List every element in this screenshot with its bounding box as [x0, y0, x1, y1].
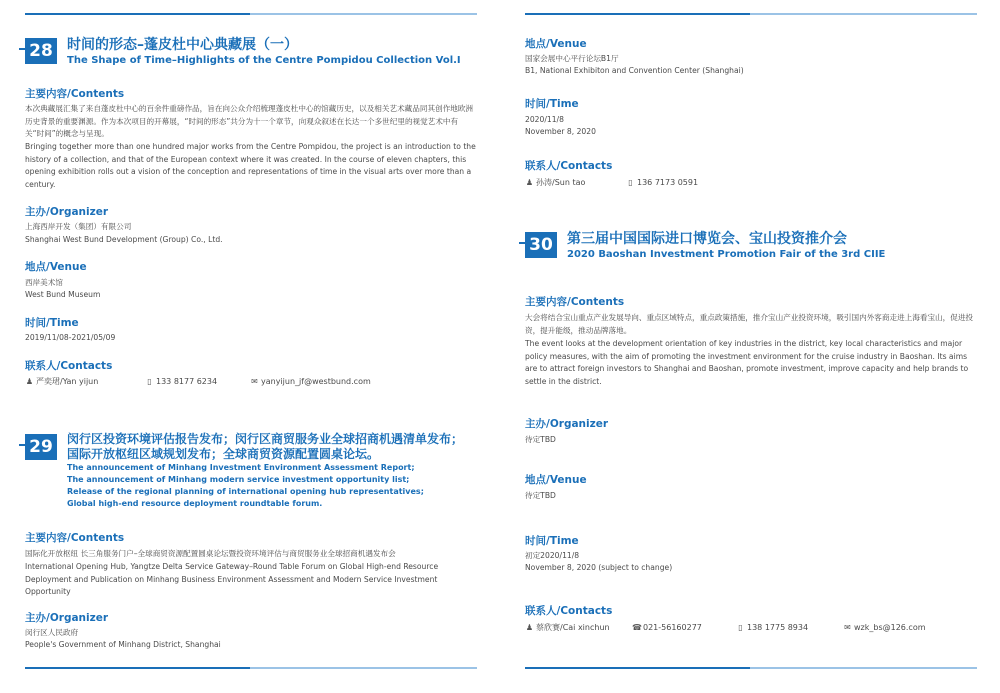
contacts-label: 联系人/Contacts	[25, 360, 113, 372]
left-column	[25, 0, 477, 693]
top-divider	[25, 13, 477, 15]
event-title-cn-line-1: 闵行区投资环境评估报告发布；闵行区商贸服务业全球招商机遇清单发布；	[67, 432, 464, 446]
event-number-badge: 28	[25, 38, 57, 64]
time-value-en: November 8, 2020	[525, 127, 596, 136]
event-title-cn-line-2: 国际开放枢纽区域规划发布；全球商贸资源配置圆桌论坛。	[67, 447, 380, 461]
organizer-cn: 闵行区人民政府	[25, 628, 79, 637]
event-title-cn: 时间的形态–蓬皮杜中心典藏展（一）	[67, 37, 298, 53]
event-title-en-line-2: The announcement of Minhang modern service investment opportunity list;	[67, 475, 410, 484]
time-label: 时间/Time	[525, 98, 579, 110]
person-icon: ♟	[525, 178, 534, 187]
contents-text-en: The event looks at the development orientation of key industries in the district, key local characteristics and major policy measures, with the aim of promoting the investment environment for the cruise industry in Baoshan. Its aims are to attract foreign investors to Shanghai and Baoshan, promote investment, improve capacity and help brands to settle in the district.	[525, 339, 969, 386]
organizer-en: People's Government of Minhang District, Shanghai	[25, 640, 221, 649]
organizer-label: 主办/Organizer	[525, 418, 609, 430]
top-divider	[525, 13, 977, 15]
contents-label: 主要内容/Contents	[25, 88, 125, 100]
mobile-icon: ▯	[147, 377, 152, 386]
right-column	[525, 0, 977, 693]
organizer-label: 主办/Organizer	[25, 206, 109, 218]
venue-label: 地点/Venue	[25, 261, 87, 273]
event-title-en: 2020 Baoshan Investment Promotion Fair of the 3rd CIIE	[567, 249, 886, 260]
phone-icon: ☎	[632, 623, 642, 632]
venue-en: B1, National Exhibiton and Convention Center (Shanghai)	[525, 66, 744, 75]
event-title-en-line-4: Global high-end resource deployment roundtable forum.	[67, 499, 323, 508]
contents-text-cn: 本次典藏展汇集了来自蓬皮杜中心的百余件重磅作品，旨在向公众介绍梳理蓬皮杜中心的馆藏历史，以及相关艺术藏品同其创作地欧洲历史背景的重要渊源。作为本次项目的开幕展，“时间的形态”共分为十一个章节，向观众叙述在长达一个多世纪里的视觉艺术中有关“时间”的概念与呈现。	[25, 104, 474, 139]
contents-text-en: Bringing together more than one hundred major works from the Centre Pompidou, the project is an introduction to the history of a collection, and that of the European context where it was created. In the course of eleven chapters, this opening exhibition rolls out a vision of the conception and representations of time in the visual arts over more than a century.	[25, 142, 476, 189]
venue-label: 地点/Venue	[525, 38, 587, 50]
contacts-label: 联系人/Contacts	[525, 160, 613, 172]
bottom-divider	[525, 667, 977, 669]
time-value: 初定2020/11/8	[525, 551, 580, 560]
venue-cn: 西岸美术馆	[25, 278, 63, 287]
contact-mobile: ▯ 136 7173 0591	[626, 177, 698, 189]
time-value: 2020/11/8	[525, 115, 564, 124]
contact-mobile: ▯ 133 8177 6234	[145, 376, 217, 388]
contents-text-cn: 国际化开放枢纽 长三角服务门户–全球商贸资源配置圆桌论坛暨投资环境评估与商贸服务业全球招商机遇发布会	[25, 549, 396, 558]
organizer-label: 主办/Organizer	[25, 612, 109, 624]
contact-email: ✉ yanyijun_jf@westbund.com	[251, 377, 371, 386]
organizer-en: Shanghai West Bund Development (Group) Co., Ltd.	[25, 235, 223, 244]
time-label: 时间/Time	[25, 317, 79, 329]
event-title-en-line-1: The announcement of Minhang Investment Environment Assessment Report;	[67, 463, 415, 472]
email-icon: ✉	[251, 377, 258, 386]
contact-person: ♟ 蔡欣赛/Cai xinchun	[525, 623, 610, 632]
contact-mobile: ▯ 138 1775 8934	[736, 622, 808, 634]
venue-cn: 国家会展中心平行论坛B1厅	[525, 54, 619, 63]
venue-en: West Bund Museum	[25, 290, 101, 299]
time-label: 时间/Time	[525, 535, 579, 547]
contents-label: 主要内容/Contents	[25, 532, 125, 544]
contents-label: 主要内容/Contents	[525, 296, 625, 308]
bottom-divider	[25, 667, 477, 669]
event-title-cn: 第三届中国国际进口博览会、宝山投资推介会	[567, 231, 847, 247]
contacts-label: 联系人/Contacts	[525, 605, 613, 617]
contents-text-en: International Opening Hub, Yangtze Delta Service Gateway–Round Table Forum on Global High-end Resource Deployment and Publication on Minhang Business Environment Assessment and Modern Service Investment Opportunity	[25, 562, 439, 597]
event-title-en-line-3: Release of the regional planning of international opening hub representatives;	[67, 487, 424, 496]
contact-phone: ☎021-56160277	[632, 623, 702, 632]
email-icon: ✉	[844, 623, 851, 632]
contact-email: ✉ wzk_bs@126.com	[844, 623, 926, 632]
person-icon: ♟	[525, 623, 534, 632]
mobile-icon: ▯	[738, 623, 743, 632]
contents-text-cn: 大会将结合宝山重点产业发展导向、重点区域特点，重点政策措施，推介宝山产业投资环境，吸引国内外客商走进上海看宝山，促进投资，提升能级，推动品牌落地。	[525, 313, 974, 335]
event-number-badge: 29	[25, 434, 57, 460]
time-value: 2019/11/08-2021/05/09	[25, 333, 116, 342]
event-title-en: The Shape of Time–Highlights of the Centre Pompidou Collection Vol.I	[67, 55, 461, 66]
person-icon: ♟	[25, 377, 34, 386]
contact-person: ♟ 严奕珺/Yan yijun	[25, 377, 99, 386]
organizer-cn: 上海西岸开发（集团）有限公司	[25, 222, 132, 231]
venue-value: 待定TBD	[525, 491, 556, 500]
mobile-icon: ▯	[628, 178, 633, 187]
venue-label: 地点/Venue	[525, 474, 587, 486]
organizer-value: 待定TBD	[525, 435, 556, 444]
contact-person: ♟ 孙涛/Sun tao	[525, 178, 586, 187]
event-number-badge: 30	[525, 232, 557, 258]
time-value-en: November 8, 2020 (subject to change)	[525, 563, 673, 572]
